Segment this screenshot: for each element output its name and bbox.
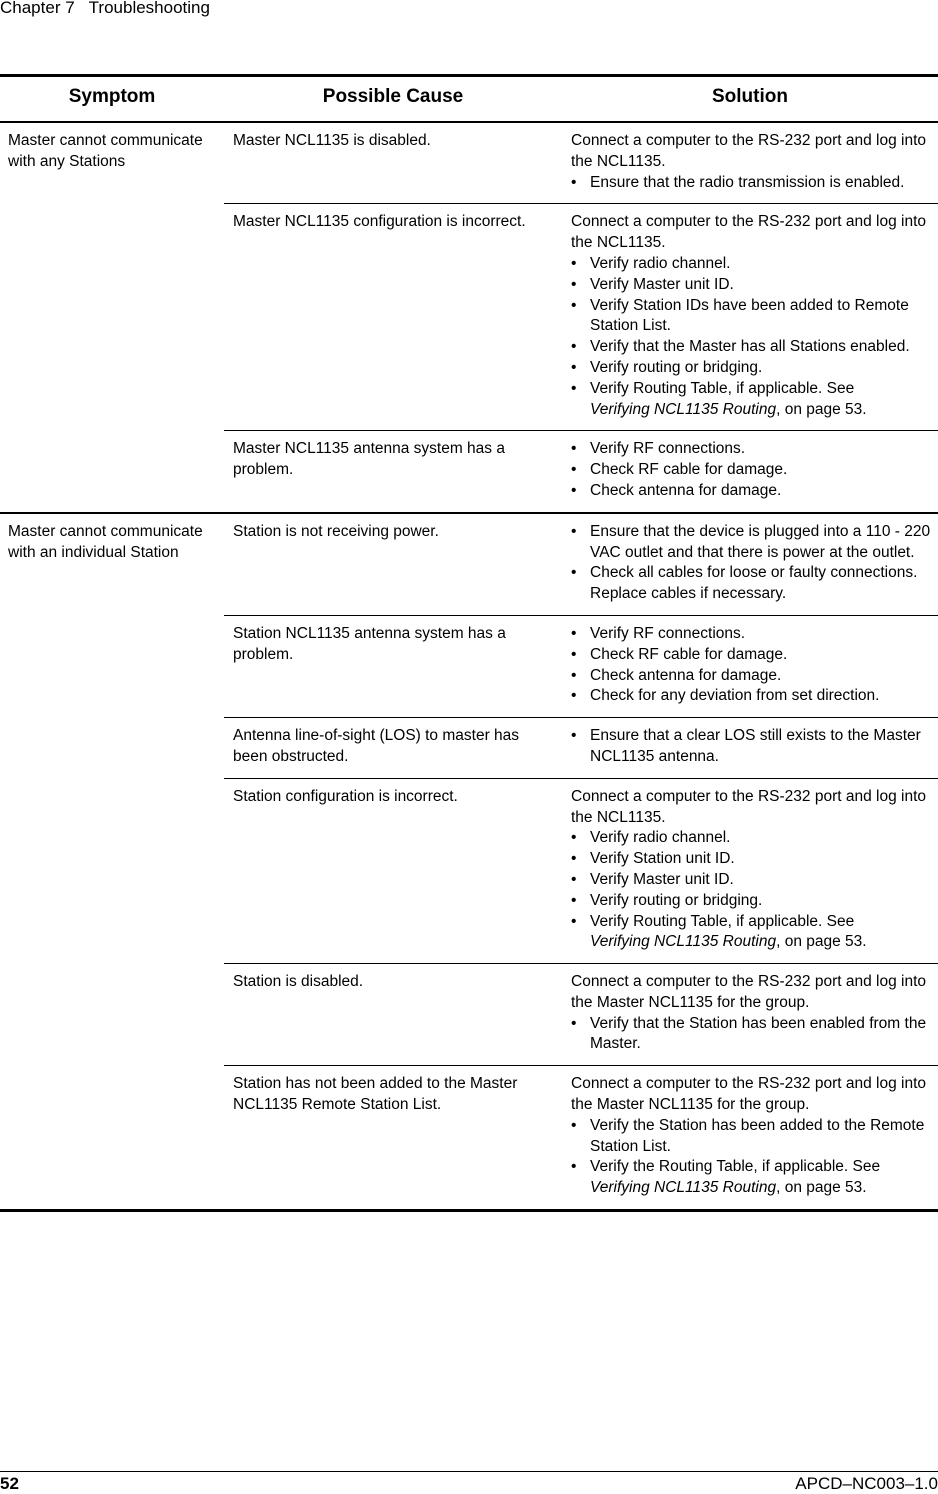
bullet-icon: • (571, 727, 577, 745)
list-item (571, 563, 938, 605)
table-row (0, 513, 938, 616)
solution-cell (562, 1066, 938, 1209)
cause-cell: Station is not receiving power. (224, 513, 562, 616)
bullet-icon: • (571, 440, 577, 458)
footer-rule (0, 1471, 938, 1472)
solution-intro: Connect a computer to the RS-232 port and log into the Master NCL1135 for the group. (571, 1075, 926, 1114)
bullet-icon: • (571, 645, 577, 663)
list-item-text: Verify radio channel. (590, 829, 731, 847)
list-item-text: Ensure that the device is plugged into a 110 - 220 VAC outlet and that there is power at the outlet. (590, 522, 931, 561)
cause-cell: Station NCL1135 antenna system has a problem. (224, 615, 562, 717)
bullet-icon: • (571, 912, 577, 930)
bullet-icon: • (571, 624, 577, 642)
list-item-text: Verify routing or bridging. (590, 358, 763, 376)
bullet-icon: • (571, 358, 577, 376)
chapter-title: Troubleshooting (88, 0, 210, 17)
bullet-icon: • (571, 254, 577, 272)
list-item (571, 379, 938, 421)
list-item-text: Verify Station unit ID. (590, 850, 735, 868)
cross-reference: Verifying NCL1135 Routing (590, 1179, 777, 1197)
list-item-text: Verify Master unit ID. (590, 275, 734, 293)
page-reference: , on page 53. (776, 400, 867, 418)
list-item (571, 439, 938, 460)
bullet-icon: • (571, 829, 577, 847)
bullet-icon: • (571, 687, 577, 705)
table-body (0, 122, 938, 1209)
solution-cell (562, 615, 938, 717)
solution-list (571, 439, 938, 501)
cross-reference: Verifying NCL1135 Routing (590, 400, 777, 418)
list-item (571, 296, 938, 338)
list-item (571, 254, 938, 275)
list-item-text: Verify the Routing Table, if applicable. See (590, 1158, 881, 1176)
bullet-icon: • (571, 481, 577, 499)
bullet-icon: • (571, 338, 577, 356)
solution-cell (562, 718, 938, 779)
bullet-icon: • (571, 379, 577, 397)
list-item-text: Verify that the Master has all Stations enabled. (590, 338, 910, 356)
list-item-text: Check antenna for damage. (590, 666, 782, 684)
table-header-row (0, 77, 938, 122)
solution-intro: Connect a computer to the RS-232 port and log into the Master NCL1135 for the group. (571, 973, 926, 1011)
running-header (0, 0, 210, 18)
list-item (571, 481, 938, 502)
solution-list (571, 624, 938, 707)
solution-list (571, 522, 938, 605)
list-item-text: Verify Routing Table, if applicable. See (590, 379, 855, 397)
list-item (571, 1157, 938, 1199)
document-id: APCD–NC003–1.0 (795, 1474, 938, 1493)
solution-cell (562, 204, 938, 431)
list-item (571, 828, 938, 849)
list-item (571, 173, 938, 194)
list-item-text: Ensure that a clear LOS still exists to the Master NCL1135 antenna. (590, 727, 921, 765)
solution-intro: Connect a computer to the RS-232 port and log into the NCL1135. (571, 213, 926, 252)
list-item (571, 337, 938, 358)
cause-cell: Master NCL1135 antenna system has a problem. (224, 431, 562, 513)
list-item (571, 726, 938, 768)
chapter-label: Chapter 7 (0, 0, 75, 17)
column-header-symptom: Symptom (0, 77, 224, 122)
bullet-icon: • (571, 1014, 577, 1032)
list-item-text: Ensure that the radio transmission is enabled. (590, 173, 905, 191)
page-reference: , on page 53. (776, 1179, 867, 1197)
list-item-text: Verify Station IDs have been added to Remote Station List. (590, 296, 909, 335)
list-item (571, 624, 938, 645)
solution-intro: Connect a computer to the RS-232 port and log into the NCL1135. (571, 132, 926, 170)
list-item-text: Verify RF connections. (590, 624, 746, 642)
list-item-text: Verify RF connections. (590, 440, 746, 458)
column-header-cause: Possible Cause (224, 77, 562, 122)
troubleshooting-table (0, 74, 938, 1212)
bullet-icon: • (571, 666, 577, 684)
cause-cell: Station configuration is incorrect. (224, 778, 562, 963)
list-item-text: Verify Master unit ID. (590, 870, 734, 888)
solution-cell (562, 778, 938, 963)
solution-cell (562, 513, 938, 616)
list-item-text: Verify the Station has been added to the Remote Station List. (590, 1116, 925, 1155)
list-item (571, 870, 938, 891)
list-item-text: Check for any deviation from set direction. (590, 687, 880, 705)
solution-cell (562, 122, 938, 204)
list-item-text: Check RF cable for damage. (590, 645, 788, 663)
list-item-text: Verify Routing Table, if applicable. See (590, 912, 855, 930)
list-item (571, 666, 938, 687)
bullet-icon: • (571, 1158, 577, 1176)
solution-list (571, 1116, 938, 1199)
list-item (571, 358, 938, 379)
column-header-solution: Solution (562, 77, 938, 122)
page-number: 52 (0, 1474, 19, 1493)
cause-cell: Station is disabled. (224, 964, 562, 1066)
solution-cell (562, 964, 938, 1066)
cause-cell: Station has not been added to the Master NCL1135 Remote Station List. (224, 1066, 562, 1209)
list-item (571, 849, 938, 870)
list-item-text: Check all cables for loose or faulty connections. Replace cables if necessary. (590, 564, 918, 603)
cause-cell: Master NCL1135 configuration is incorrect. (224, 204, 562, 431)
list-item (571, 912, 938, 954)
list-item (571, 275, 938, 296)
list-item-text: Check antenna for damage. (590, 481, 782, 499)
list-item (571, 460, 938, 481)
list-item-text: Verify that the Station has been enabled from the Master. (590, 1014, 927, 1053)
list-item-text: Check RF cable for damage. (590, 461, 788, 479)
list-item (571, 1116, 938, 1158)
bullet-icon: • (571, 461, 577, 479)
bullet-icon: • (571, 296, 577, 314)
page-reference: , on page 53. (776, 933, 867, 951)
bullet-icon: • (571, 522, 577, 540)
list-item-text: Verify routing or bridging. (590, 891, 763, 909)
bullet-icon: • (571, 275, 577, 293)
symptom-cell: Master cannot communicate with an individual Station (0, 513, 224, 1209)
bullet-icon: • (571, 850, 577, 868)
solution-intro: Connect a computer to the RS-232 port and log into the NCL1135. (571, 787, 926, 826)
bullet-icon: • (571, 1116, 577, 1134)
list-item (571, 522, 938, 564)
bullet-icon: • (571, 173, 577, 191)
list-item-text: Verify radio channel. (590, 254, 731, 272)
table-row (0, 122, 938, 204)
bullet-icon: • (571, 870, 577, 888)
solution-list (571, 254, 938, 420)
list-item (571, 1014, 938, 1056)
solution-list (571, 1014, 938, 1056)
cross-reference: Verifying NCL1135 Routing (590, 933, 777, 951)
list-item (571, 686, 938, 707)
solution-cell (562, 431, 938, 513)
list-item (571, 645, 938, 666)
solution-list (571, 726, 938, 768)
bullet-icon: • (571, 891, 577, 909)
cause-cell: Master NCL1135 is disabled. (233, 132, 431, 149)
solution-list (571, 828, 938, 953)
list-item (571, 891, 938, 912)
symptom-cell: Master cannot communicate with any Stations (8, 132, 203, 170)
bullet-icon: • (571, 564, 577, 582)
cause-cell: Antenna line-of-sight (LOS) to master has been obstructed. (224, 718, 562, 779)
solution-list (571, 173, 938, 194)
